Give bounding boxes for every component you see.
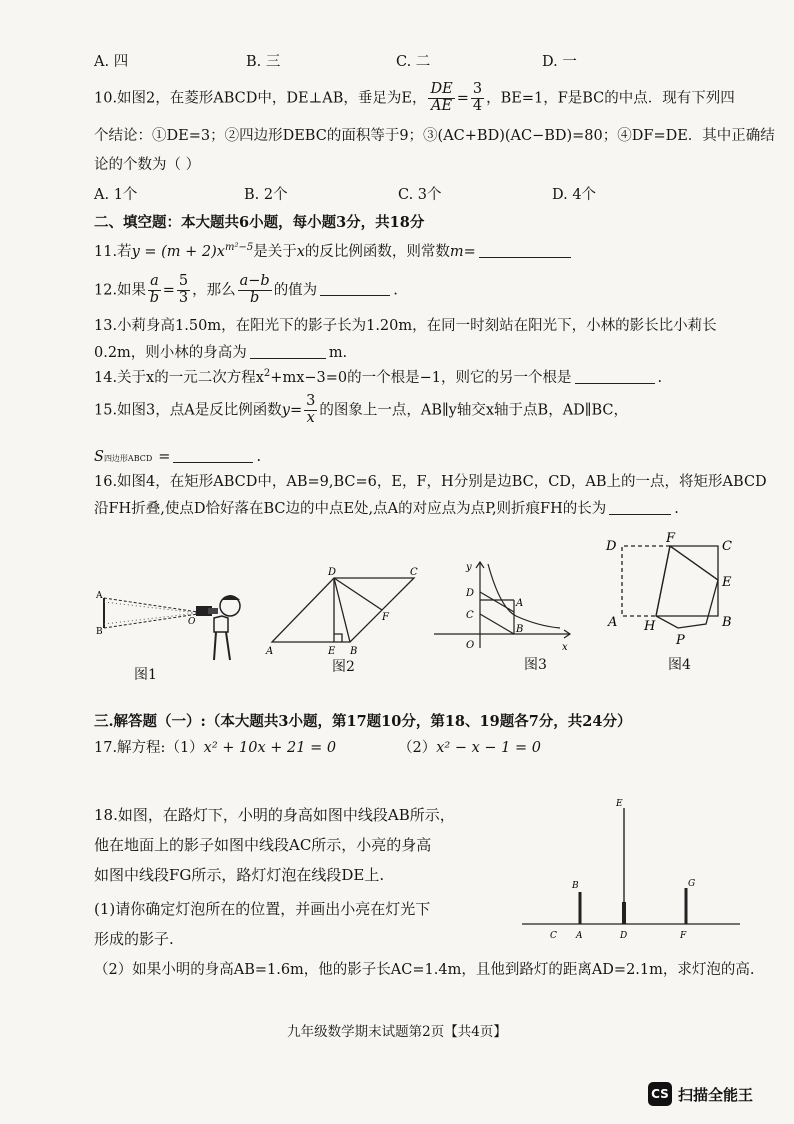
fig3-label-y: y xyxy=(466,562,472,573)
fig4-label-e: E xyxy=(722,575,732,590)
fig4-label-h: H xyxy=(644,619,656,634)
q9-option-d: D. 一 xyxy=(542,54,577,70)
q11-formula: y = (m + 2)x xyxy=(131,243,225,260)
q18-label-c: C xyxy=(550,931,557,941)
q18-label-g: G xyxy=(688,879,696,889)
figure-q18-streetlight xyxy=(520,794,742,944)
fig2-caption: 图2 xyxy=(332,659,355,675)
q18-label-e: E xyxy=(616,799,623,809)
q14-answer-blank xyxy=(575,369,655,384)
q18-line5: 形成的影子. xyxy=(94,930,174,948)
q13-line1: 13.小莉身高1.50m，在阳光下的影子长为1.20m，在同一时刻站在阳光下，小林的影长比小莉长 xyxy=(94,318,717,334)
fig1-label-o: O xyxy=(188,617,196,627)
fig2-label-e: E xyxy=(328,646,336,657)
q9-option-a: A. 四 xyxy=(94,54,129,70)
q10-line1: 10.如图2，在菱形ABCD中，DE⊥AB，垂足为E， $\frac{DE}{AE}$ = $\frac{3}{4}$ ，BE=1，F是BC的中点．现有下列四 xyxy=(94,81,735,114)
fig1-label-b: B xyxy=(96,627,103,637)
fig2-label-b: B xyxy=(350,646,358,657)
camscanner-logo-icon: CS xyxy=(648,1082,672,1106)
fig4-label-c: C xyxy=(722,539,732,554)
fig3-label-o: O xyxy=(466,640,475,651)
camscanner-text: 扫描全能王 xyxy=(678,1085,754,1104)
fig4-label-d: D xyxy=(606,539,617,554)
q18-label-b: B xyxy=(572,881,579,891)
q18-label-a: A xyxy=(576,931,583,941)
q10-fraction-3-4: $\frac{3}{4}$ xyxy=(472,81,483,114)
figure-2 xyxy=(262,564,432,660)
q17-line: 17.解方程:（1）x² + 10x + 21 = 0 xyxy=(94,740,337,756)
q16-line2: 沿FH折叠,使点D恰好落在BC边的中点E处,点A的对应点为点P,则折痕FH的长为 . xyxy=(94,501,679,517)
q18-line3: 如图中线段FG所示，路灯灯泡在线段DE上. xyxy=(94,866,385,884)
q10-option-c: C. 3个 xyxy=(398,187,442,203)
fig3-label-c: C xyxy=(466,610,474,621)
fig1-caption: 图1 xyxy=(134,667,157,683)
fig4-label-b: B xyxy=(722,615,732,630)
q11-line: 11.若$y = (m + 2)x^{m^2-5}$是关于x的反比例函数，则常数m= xyxy=(94,242,574,261)
q12-answer-blank xyxy=(320,281,390,296)
figure-1 xyxy=(90,568,250,668)
q10-text-a: 10.如图2，在菱形ABCD中，DE⊥AB，垂足为E， xyxy=(94,90,427,107)
fig4-label-f: F xyxy=(666,532,676,546)
fig3-label-d: D xyxy=(466,588,475,599)
q10-option-b: B. 2个 xyxy=(244,187,288,203)
q18-label-d: D xyxy=(620,931,628,941)
q17-equation-2: x² − x − 1 = 0 xyxy=(436,740,541,756)
q12-line: 12.如果 $\frac{a}{b}$ = $\frac{5}{3}$ ，那么 $\frac{a-b}{b}$ 的值为 . xyxy=(94,273,398,306)
q18-line6: （2）如果小明的身高AB=1.6m，他的影子长AC=1.4m，且他到路灯的距离AD=2.1m，求灯泡的高. xyxy=(94,962,755,978)
q9-option-b: B. 三 xyxy=(246,54,281,70)
q13-answer-blank xyxy=(250,344,326,359)
q10-line2: 个结论：①DE=3；②四边形DEBC的面积等于9；③(AC+BD)(AC−BD)=80；④DF=DE．其中正确结 xyxy=(94,128,775,144)
q18-line1: 18.如图，在路灯下，小明的身高如图中线段AB所示， xyxy=(94,806,455,824)
camscanner-watermark xyxy=(648,1082,753,1106)
q18-line2: 他在地面上的影子如图中线段AC所示，小亮的身高 xyxy=(94,836,432,854)
q18-label-f: F xyxy=(680,931,687,941)
q15-line1: 15.如图3，点A是反比例函数y= $\frac{3}{x}$ 的图象上一点，AB∥y轴交x轴于点B，AD∥BC， xyxy=(94,393,629,426)
q16-answer-blank xyxy=(609,500,671,515)
fig2-label-a: A xyxy=(266,646,274,657)
q10-line3: 论的个数为（ ） xyxy=(94,157,201,173)
q13-line2: 0.2m，则小林的身高为 m. xyxy=(94,345,348,361)
fig2-label-f: F xyxy=(382,612,389,623)
q11-answer-blank xyxy=(479,243,571,258)
q17-line-part2: （2）x² − x − 1 = 0 xyxy=(398,740,541,756)
section-3-heading: 三.解答题（一）:（本大题共3小题，第17题10分，第18、19题各7分，共24分） xyxy=(94,713,632,730)
fig4-label-p: P xyxy=(676,633,685,648)
fig3-label-b: B xyxy=(516,624,524,635)
figure-3 xyxy=(430,558,580,658)
q15-answer-blank xyxy=(173,448,253,463)
fig2-label-c: C xyxy=(410,567,418,578)
fig3-label-x: x xyxy=(562,642,568,653)
fig2-label-d: D xyxy=(328,567,337,578)
q9-option-c: C. 二 xyxy=(396,54,431,70)
page-footer: 九年级数学期末试题第2页【共4页】 xyxy=(287,1024,507,1040)
q10-option-a: A. 1个 xyxy=(94,187,138,203)
q18-line4: (1)请你确定灯泡所在的位置，并画出小亮在灯光下 xyxy=(94,900,431,918)
q10-fraction-de-ae: $\frac{DE}{AE}$ xyxy=(430,81,453,114)
q17-equation-1: x² + 10x + 21 = 0 xyxy=(203,740,337,756)
q10-text-b: ，BE=1，F是BC的中点．现有下列四 xyxy=(486,90,735,107)
figure-4 xyxy=(598,532,748,652)
fig4-caption: 图4 xyxy=(668,657,691,673)
q16-line1: 16.如图4，在矩形ABCD中，AB=9,BC=6，E，F，H分别是边BC，CD，AB上的一点，将矩形ABCD xyxy=(94,474,767,490)
fig4-label-a: A xyxy=(608,615,618,630)
q15-line2: S四边形ABCD = . xyxy=(94,449,262,465)
section-2-heading: 二、填空题：本大题共6小题，每小题3分，共18分 xyxy=(94,214,425,231)
q14-line: 14.关于x的一元二次方程$x^2+mx-3=0$的一个根是−1，则它的另一个根是 . xyxy=(94,368,663,386)
fig3-label-a: A xyxy=(516,598,524,609)
fig1-label-a: A xyxy=(96,591,103,601)
fig3-caption: 图3 xyxy=(524,657,547,673)
q10-option-d: D. 4个 xyxy=(552,187,597,203)
